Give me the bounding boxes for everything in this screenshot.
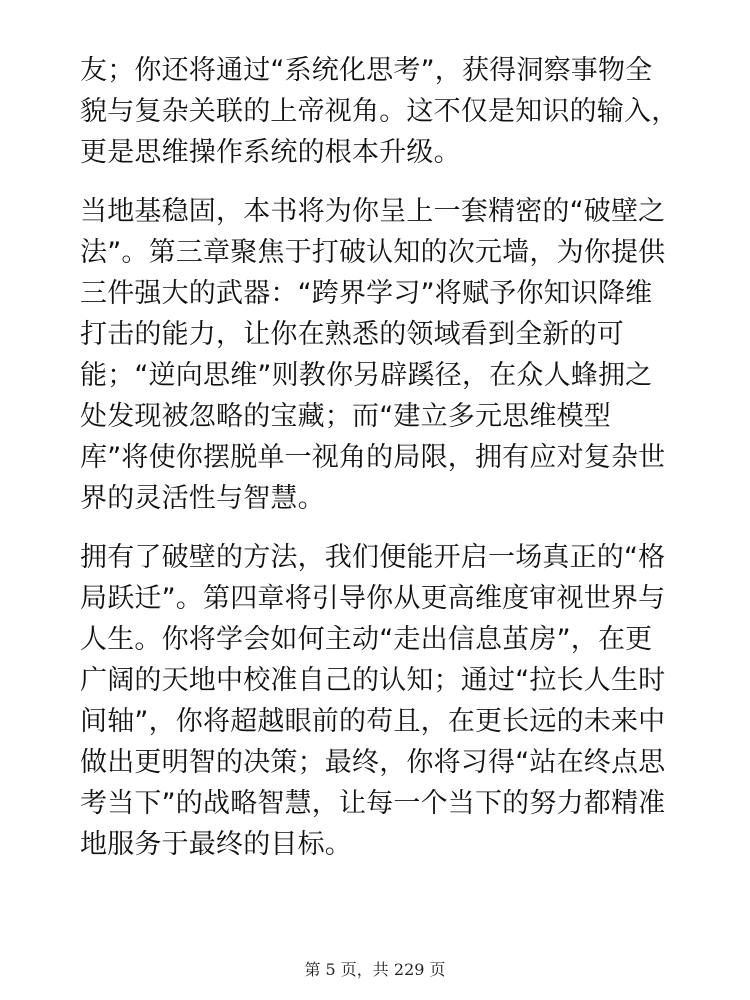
paragraph-2: [80, 191, 680, 519]
body-text: [80, 50, 680, 883]
text-line: 考当下”的战略智慧，让每一个当下的努力都精准: [80, 788, 666, 819]
text-line: 友；你还将通过“系统化思考”，获得洞察事物全: [80, 55, 653, 86]
text-line: 法”。第三章聚焦于打破认知的次元墙，为你提供: [80, 237, 666, 268]
text-line: 能；“逆向思维”则教你另辟蹊径，在众人蜂拥之: [80, 360, 653, 391]
text-line: 界的灵活性与智慧。: [80, 483, 325, 514]
text-line: 三件强大的武器：“跨界学习”将赋予你知识降维: [80, 278, 653, 309]
paragraph-3: [80, 537, 680, 865]
text-line: 貌与复杂关联的上帝视角。这不仅是知识的输入，: [80, 96, 679, 127]
text-line: 地服务于最终的目标。: [80, 829, 352, 860]
text-line: 广阔的天地中校准自己的认知；通过“拉长人生时: [80, 665, 666, 696]
text-line: 库”将使你摆脱单一视角的局限，拥有应对复杂世: [80, 442, 666, 473]
text-line: 间轴”，你将超越眼前的苟且，在更长远的未来中: [80, 706, 666, 737]
text-line: 当地基稳固，本书将为你呈上一套精密的“破壁之: [80, 196, 666, 227]
text-line: 人生。你将学会如何主动“走出信息茧房”，在更: [80, 624, 653, 655]
paragraph-1: [80, 50, 680, 173]
text-line: 打击的能力，让你在熟悉的领域看到全新的可: [80, 319, 624, 350]
text-line: 做出更明智的决策；最终，你将习得“站在终点思: [80, 747, 666, 778]
page-number: 第 5 页，共 229 页: [304, 960, 446, 979]
text-line: 更是思维操作系统的根本升级。: [80, 137, 461, 168]
text-line: 处发现被忽略的宝藏；而“建立多元思维模型: [80, 401, 611, 432]
text-line: 拥有了破壁的方法，我们便能开启一场真正的“格: [80, 542, 666, 573]
text-line: 局跃迁”。第四章将引导你从更高维度审视世界与: [80, 583, 666, 614]
